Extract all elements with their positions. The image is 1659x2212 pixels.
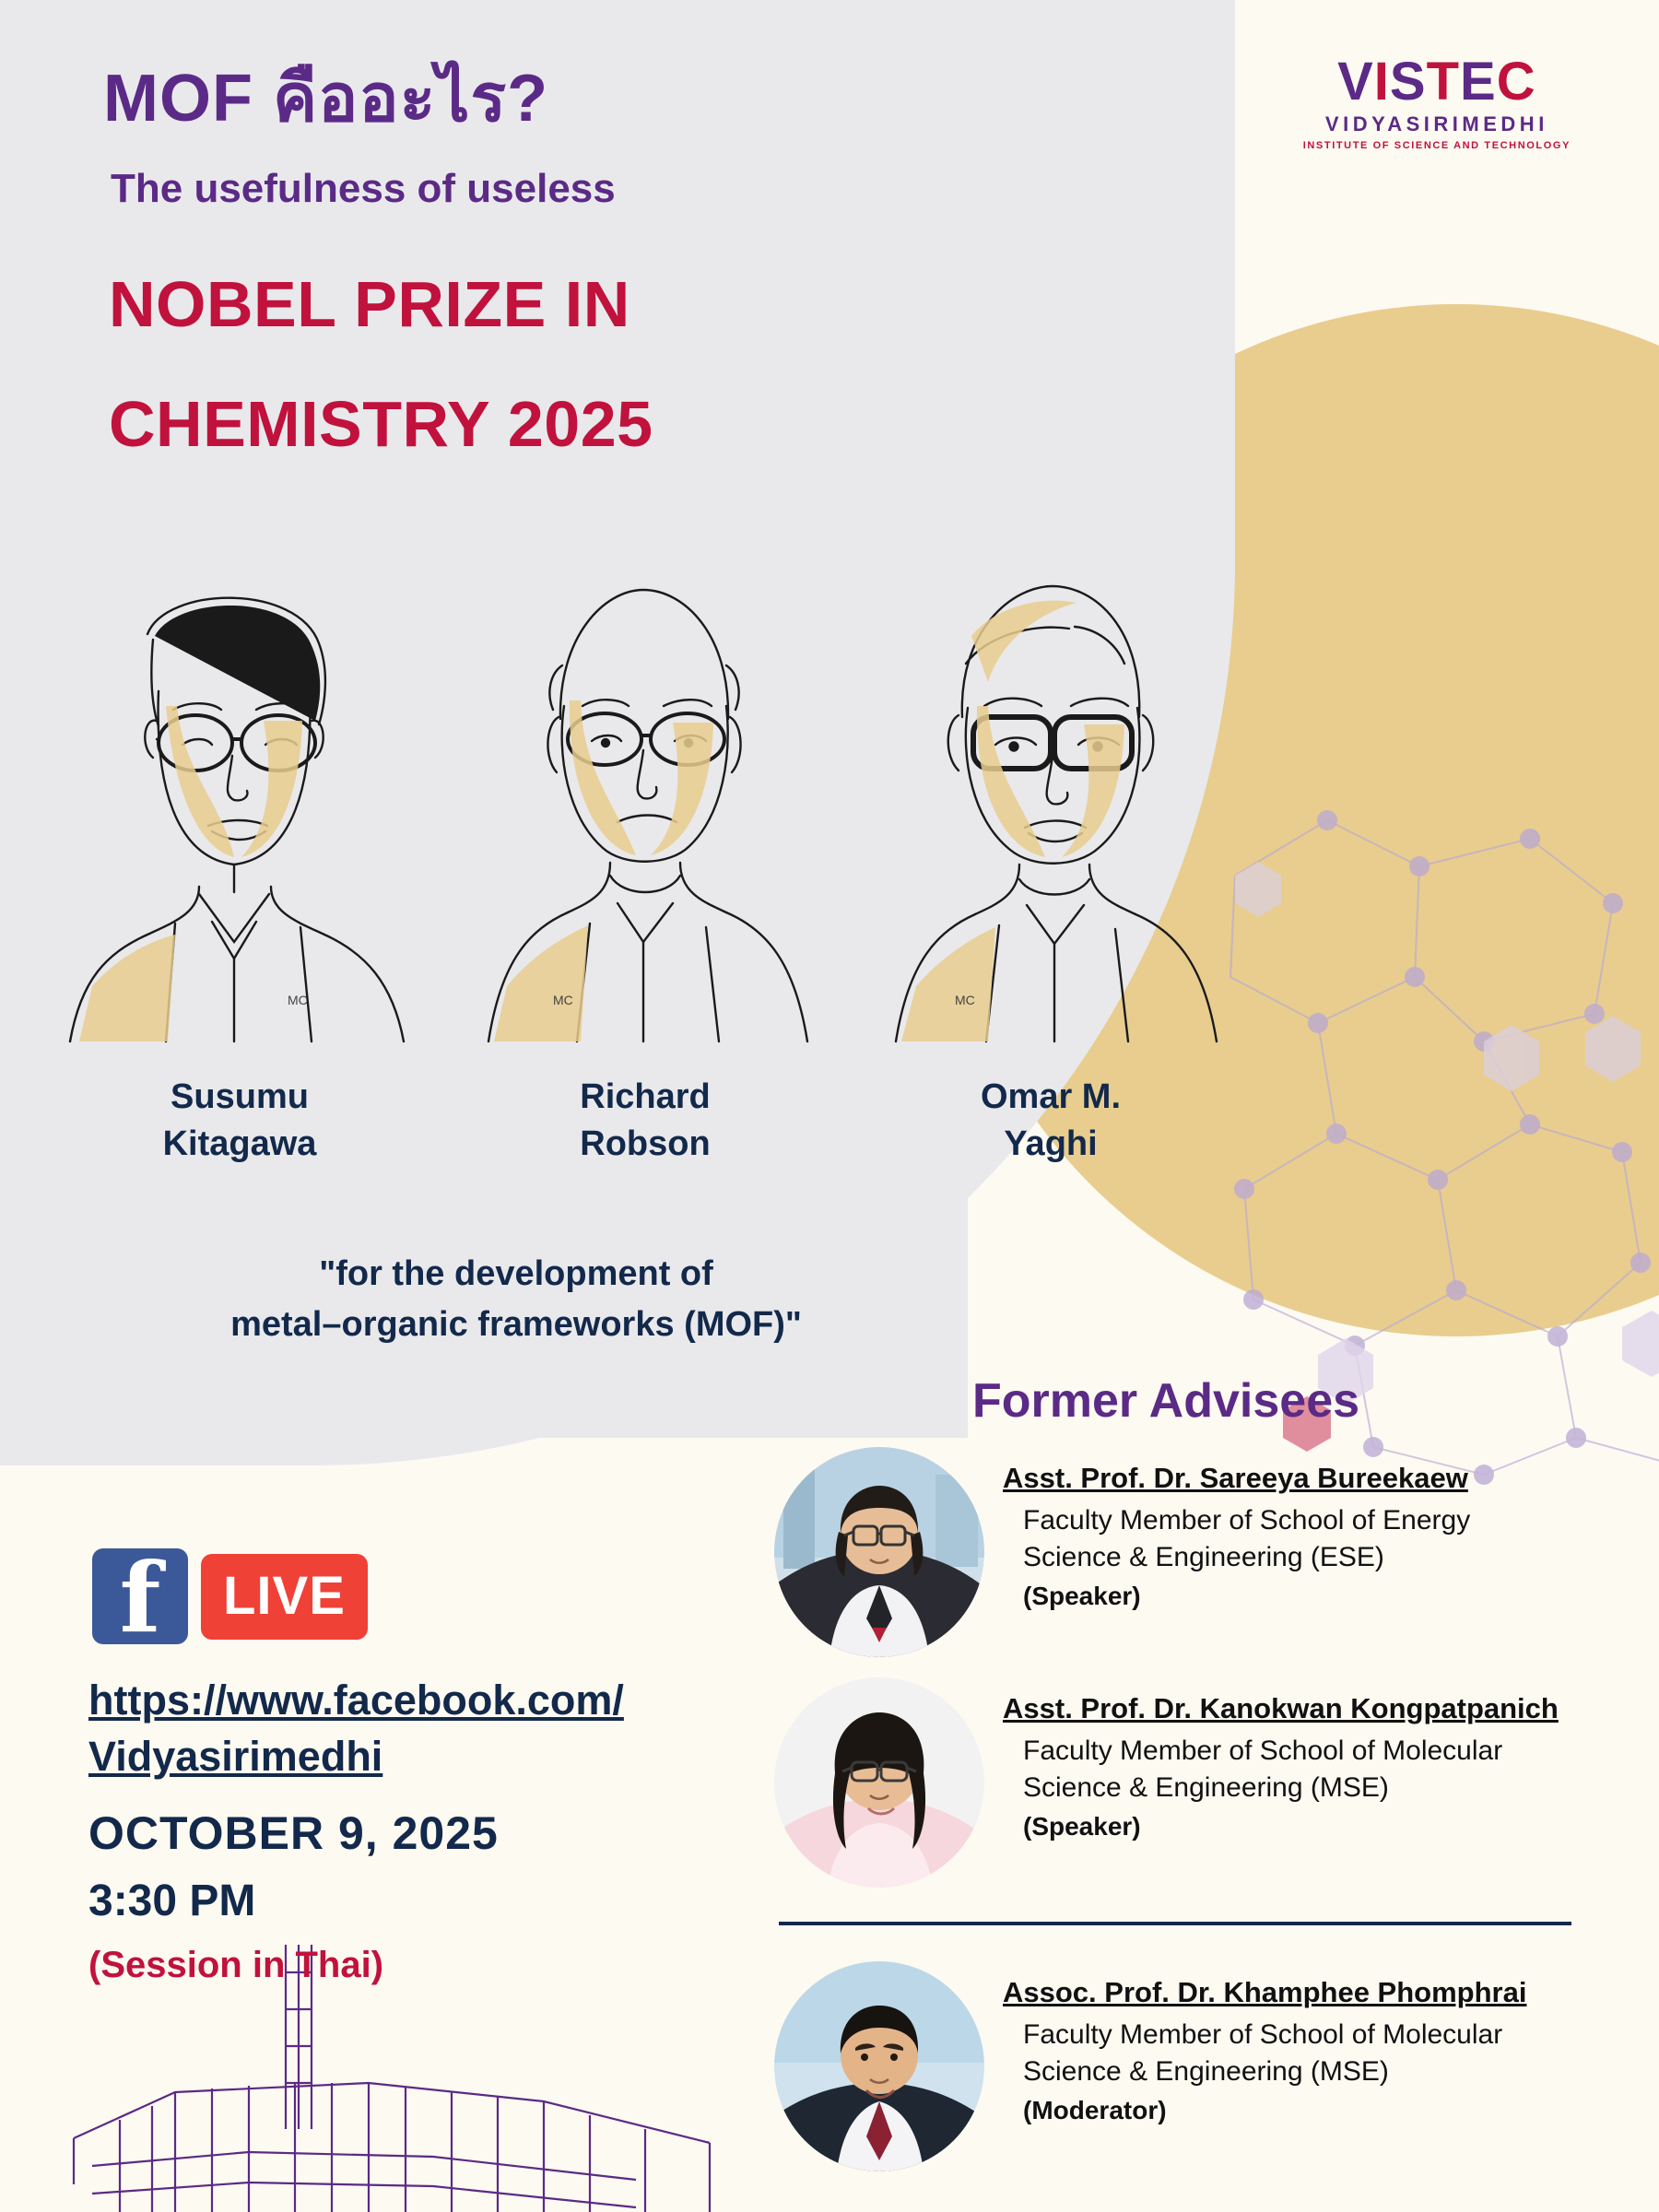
facebook-f-glyph: f xyxy=(119,1541,161,1655)
advisee-card-1 xyxy=(774,1677,1631,1888)
advisee-info-0 xyxy=(1003,1447,1470,1657)
laureate-portraits xyxy=(37,525,1253,1051)
advisee-info-1 xyxy=(1003,1677,1559,1888)
logo-letter-t: T xyxy=(1426,52,1461,112)
session-language-note: (Session in Thai) xyxy=(88,1945,384,1985)
laureate-first-name-0: Susumu xyxy=(171,1077,309,1116)
laureate-first-name-1: Richard xyxy=(580,1077,711,1116)
nobel-citation xyxy=(55,1249,977,1350)
facebook-url-link[interactable] xyxy=(88,1673,624,1785)
svg-text:MC: MC xyxy=(553,993,573,1007)
former-advisees-heading: Former Advisees xyxy=(972,1374,1360,1428)
advisee-card-2 xyxy=(774,1961,1631,2171)
vistec-wordmark xyxy=(1303,52,1571,112)
page-subtitle: The usefulness of useless xyxy=(111,166,616,211)
advisee-affiliation-0-line2: Science & Engineering (ESE) xyxy=(1023,1541,1384,1572)
laureate-last-name-1: Robson xyxy=(580,1124,711,1164)
vistec-logo xyxy=(1302,52,1571,151)
advisee-role-0: (Speaker) xyxy=(1023,1581,1141,1610)
event-time: 3:30 PM xyxy=(88,1877,256,1925)
advisee-role-2: (Moderator) xyxy=(1023,2095,1167,2124)
logo-letter-v: V xyxy=(1337,52,1374,112)
advisee-card-0 xyxy=(774,1447,1631,1657)
svg-text:MC: MC xyxy=(955,993,975,1007)
laureate-last-name-2: Yaghi xyxy=(1004,1124,1098,1164)
page-title-thai: MOF คืออะไร? xyxy=(103,62,549,135)
svg-text:MC: MC xyxy=(288,993,308,1007)
nobel-heading-line2: CHEMISTRY 2025 xyxy=(109,388,653,460)
laureate-name-0 xyxy=(37,1074,442,1169)
logo-letter-e: E xyxy=(1460,52,1497,112)
laureate-name-1 xyxy=(442,1074,848,1169)
citation-line-2: metal–organic frameworks (MOF)" xyxy=(230,1305,802,1345)
citation-line-1: "for the development of xyxy=(319,1254,713,1293)
advisee-name-1: Asst. Prof. Dr. Kanokwan Kongpatpanich xyxy=(1003,1692,1559,1724)
facebook-url-line1: https://www.facebook.com/ xyxy=(88,1677,624,1724)
portrait-kitagawa xyxy=(37,525,442,1051)
advisees-divider xyxy=(779,1922,1571,1925)
facebook-icon[interactable] xyxy=(92,1541,188,1655)
live-badge: LIVE xyxy=(201,1554,368,1640)
advisee-info-2 xyxy=(1003,1961,1526,2171)
advisee-affiliation-1-line2: Science & Engineering (MSE) xyxy=(1023,1771,1389,1803)
portrait-yaghi xyxy=(848,525,1253,1051)
logo-letter-s: S xyxy=(1389,52,1427,112)
advisee-avatar-0 xyxy=(774,1447,984,1657)
advisee-avatar-1 xyxy=(774,1677,984,1888)
advisee-affiliation-2-line1: Faculty Member of School of Molecular xyxy=(1023,2019,1503,2050)
laureate-first-name-2: Omar M. xyxy=(980,1077,1122,1116)
facebook-live-row xyxy=(92,1541,368,1655)
facebook-url-line2: Vidyasirimedhi xyxy=(88,1732,383,1780)
logo-institute-tagline: INSTITUTE OF SCIENCE AND TECHNOLOGY xyxy=(1302,140,1571,151)
advisee-avatar-2 xyxy=(774,1961,984,2171)
laureate-name-2 xyxy=(848,1074,1253,1169)
portrait-robson xyxy=(442,525,848,1051)
advisee-name-2: Assoc. Prof. Dr. Khamphee Phomphrai xyxy=(1003,1976,1527,2008)
event-date: OCTOBER 9, 2025 xyxy=(88,1807,499,1859)
advisee-affiliation-0-line1: Faculty Member of School of Energy xyxy=(1023,1505,1471,1535)
advisee-affiliation-1-line1: Faculty Member of School of Molecular xyxy=(1023,1735,1503,1766)
logo-letter-i: I xyxy=(1373,52,1390,112)
advisee-affiliation-2-line2: Science & Engineering (MSE) xyxy=(1023,2055,1389,2087)
laureate-last-name-0: Kitagawa xyxy=(162,1124,317,1164)
laureate-names xyxy=(37,1074,1253,1169)
advisee-role-1: (Speaker) xyxy=(1023,1811,1141,1841)
advisee-name-0: Asst. Prof. Dr. Sareeya Bureekaew xyxy=(1003,1462,1468,1494)
nobel-heading-line1: NOBEL PRIZE IN xyxy=(109,268,630,340)
logo-letter-c: C xyxy=(1496,52,1536,112)
logo-institute-name: VIDYASIRIMEDHI xyxy=(1324,112,1548,135)
